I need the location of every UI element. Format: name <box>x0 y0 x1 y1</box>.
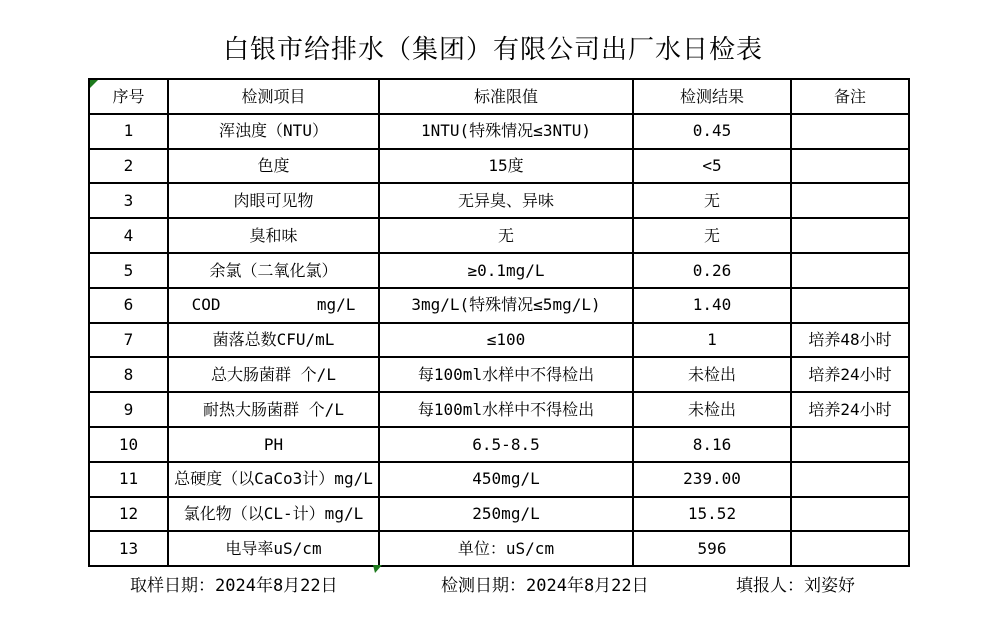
corner-flag-icon <box>90 80 98 88</box>
remark-cell: 培养24小时 <box>791 392 909 427</box>
limit-cell: 每100ml水样中不得检出 <box>379 392 633 427</box>
header-result: 检测结果 <box>633 79 791 114</box>
header-remark: 备注 <box>791 79 909 114</box>
remark-cell <box>791 427 909 462</box>
table-row <box>89 357 909 392</box>
table-row <box>89 323 909 358</box>
result-cell: 0.26 <box>633 253 791 288</box>
limit-cell: ≥0.1mg/L <box>379 253 633 288</box>
no-cell: 6 <box>89 288 168 323</box>
limit-cell: 3mg/L(特殊情况≤5mg/L) <box>379 288 633 323</box>
sampling-date-label: 取样日期：2024年8月22日 <box>130 576 338 596</box>
no-cell: 2 <box>89 149 168 184</box>
header-row <box>89 79 909 114</box>
item-cell: PH <box>168 427 379 462</box>
limit-cell: 无 <box>379 218 633 253</box>
table-row <box>89 149 909 184</box>
no-cell: 10 <box>89 427 168 462</box>
no-cell: 9 <box>89 392 168 427</box>
no-cell: 7 <box>89 323 168 358</box>
result-cell: 1.40 <box>633 288 791 323</box>
limit-cell: 单位：uS/cm <box>379 531 633 566</box>
result-cell: <5 <box>633 149 791 184</box>
remark-cell <box>791 218 909 253</box>
limit-cell: 无异臭、异味 <box>379 183 633 218</box>
remark-cell <box>791 253 909 288</box>
remark-cell: 培养48小时 <box>791 323 909 358</box>
table-row <box>89 114 909 149</box>
item-cell: 氯化物（以CL-计）mg/L <box>168 497 379 532</box>
page-title: 白银市给排水（集团）有限公司出厂水日检表 <box>222 35 763 65</box>
limit-cell: 15度 <box>379 149 633 184</box>
result-cell: 239.00 <box>633 462 791 497</box>
result-cell: 15.52 <box>633 497 791 532</box>
header-no: 序号 <box>89 79 168 114</box>
limit-cell: 每100ml水样中不得检出 <box>379 357 633 392</box>
item-cell: 余氯（二氧化氯） <box>168 253 379 288</box>
no-cell: 3 <box>89 183 168 218</box>
item-cell: 臭和味 <box>168 218 379 253</box>
item-cell: 肉眼可见物 <box>168 183 379 218</box>
no-cell: 11 <box>89 462 168 497</box>
limit-cell: 1NTU(特殊情况≤3NTU) <box>379 114 633 149</box>
limit-cell: 250mg/L <box>379 497 633 532</box>
item-cell: 总大肠菌群 个/L <box>168 357 379 392</box>
no-cell: 12 <box>89 497 168 532</box>
result-cell: 0.45 <box>633 114 791 149</box>
remark-cell <box>791 462 909 497</box>
no-cell: 13 <box>89 531 168 566</box>
table-row <box>89 253 909 288</box>
table-row <box>89 531 909 566</box>
result-cell: 未检出 <box>633 357 791 392</box>
table-body <box>89 114 909 566</box>
limit-cell: 450mg/L <box>379 462 633 497</box>
table-row <box>89 392 909 427</box>
table-row <box>89 427 909 462</box>
no-cell: 4 <box>89 218 168 253</box>
remark-cell <box>791 114 909 149</box>
result-cell: 未检出 <box>633 392 791 427</box>
result-cell: 无 <box>633 218 791 253</box>
testing-date-label: 检测日期：2024年8月22日 <box>441 576 649 596</box>
no-cell: 5 <box>89 253 168 288</box>
table-header <box>89 79 909 114</box>
item-cell: 浑浊度（NTU） <box>168 114 379 149</box>
item-cell: 电导率uS/cm <box>168 531 379 566</box>
table-row <box>89 288 909 323</box>
no-cell: 8 <box>89 357 168 392</box>
remark-cell <box>791 183 909 218</box>
daily-inspection-table <box>88 78 910 567</box>
header-item: 检测项目 <box>168 79 379 114</box>
reporter-label: 填报人：刘姿妤 <box>736 576 855 596</box>
table-row <box>89 218 909 253</box>
item-cell: 总硬度（以CaCo3计）mg/L <box>168 462 379 497</box>
table-row <box>89 462 909 497</box>
remark-cell <box>791 149 909 184</box>
remark-cell: 培养24小时 <box>791 357 909 392</box>
item-cell: 耐热大肠菌群 个/L <box>168 392 379 427</box>
cell-flag-icon <box>373 565 382 573</box>
remark-cell <box>791 288 909 323</box>
remark-cell <box>791 497 909 532</box>
table-row <box>89 183 909 218</box>
result-cell: 无 <box>633 183 791 218</box>
result-cell: 8.16 <box>633 427 791 462</box>
item-cell: 菌落总数CFU/mL <box>168 323 379 358</box>
item-cell: COD mg/L <box>168 288 379 323</box>
table-row <box>89 497 909 532</box>
remark-cell <box>791 531 909 566</box>
result-cell: 1 <box>633 323 791 358</box>
limit-cell: ≤100 <box>379 323 633 358</box>
header-limit: 标准限值 <box>379 79 633 114</box>
no-cell: 1 <box>89 114 168 149</box>
limit-cell: 6.5-8.5 <box>379 427 633 462</box>
item-cell: 色度 <box>168 149 379 184</box>
result-cell: 596 <box>633 531 791 566</box>
